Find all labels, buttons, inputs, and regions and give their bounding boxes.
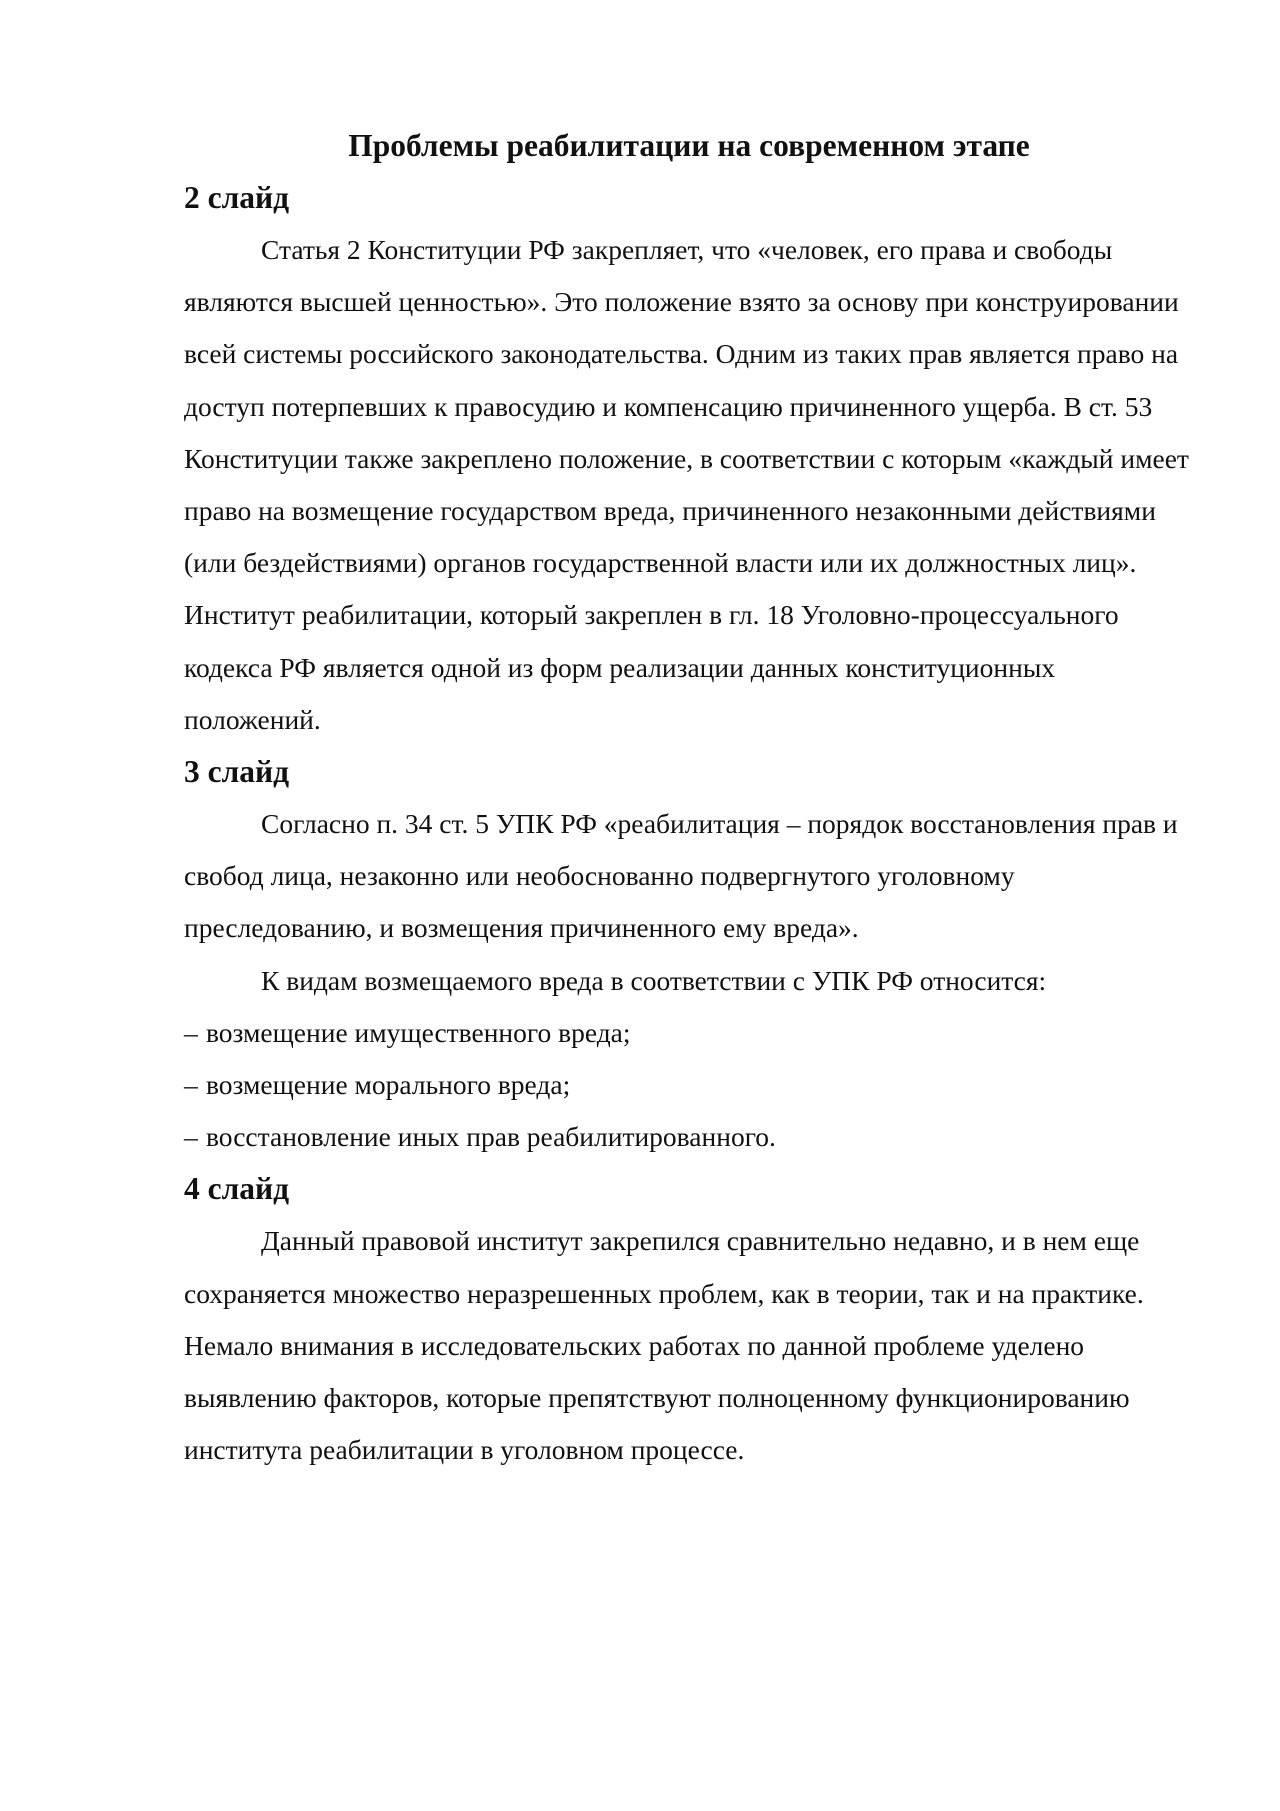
list-item-text: восстановление иных прав реабилитированного. bbox=[206, 1121, 776, 1153]
paragraph: Данный правовой институт закрепился сравнительно недавно, и в нем еще сохраняется множество неразрешенных проблем, как в теории, так и на практике. Немало внимания в исследовательских работах по данной проблеме уделено выявлению факторов, которые препятствуют полноценному функционированию института реабилитации в уголовном процессе. bbox=[184, 1225, 1144, 1466]
list-dash: – bbox=[184, 1121, 198, 1153]
section-slide-2 bbox=[184, 172, 1194, 746]
list-item bbox=[184, 1007, 1194, 1059]
list-item-text: возмещение имущественного вреда; bbox=[206, 1016, 631, 1048]
harm-types-list bbox=[184, 1007, 1194, 1164]
section-heading: 2 слайд bbox=[184, 180, 290, 215]
document-title: Проблемы реабилитации на современном этапе bbox=[348, 128, 1030, 163]
paragraph: К видам возмещаемого вреда в соответствии с УПК РФ относится: bbox=[261, 964, 1047, 996]
list-item bbox=[184, 1059, 1194, 1111]
section-heading: 3 слайд bbox=[184, 754, 290, 790]
list-item bbox=[184, 1111, 1194, 1163]
list-dash: – bbox=[184, 1016, 198, 1048]
paragraph: Согласно п. 34 ст. 5 УПК РФ «реабилитация – порядок восстановления прав и свобод лица, незаконно или необоснованно подвергнутого уголовному преследованию, и возмещения причиненного ему вреда». bbox=[184, 808, 1178, 944]
section-slide-3 bbox=[184, 746, 1194, 1163]
paragraph: Статья 2 Конституции РФ закрепляет, что «человек, его права и свободы являются высшей ценностью». Это положение взято за основу при конструировании всей системы российского законодательства. Одним из таких прав является право на доступ потерпевших к правосудию и компенсацию причиненного ущерба. В ст. 53 Конституции также закреплено положение, в соответствии с которым «каждый имеет право на возмещение государством вреда, причиненного незаконными действиями (или бездействиями) органов государственной власти или их должностных лиц». Институт реабилитации, который закреплен в гл. 18 Уголовно-процессуального кодекса РФ является одной из форм реализации данных конституционных положений. bbox=[184, 234, 1189, 735]
list-dash: – bbox=[184, 1069, 198, 1101]
section-slide-4 bbox=[184, 1163, 1194, 1476]
list-item-text: возмещение морального вреда; bbox=[206, 1069, 571, 1101]
document-body bbox=[184, 120, 1194, 1476]
section-heading: 4 слайд bbox=[184, 1171, 290, 1207]
